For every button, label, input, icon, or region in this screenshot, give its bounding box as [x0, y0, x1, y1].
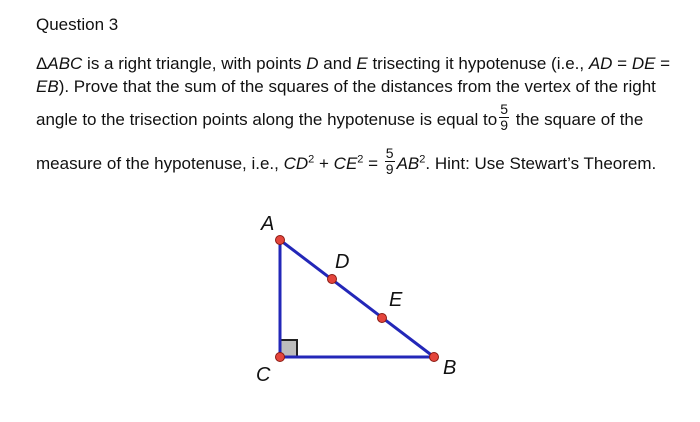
text-span: + — [314, 153, 334, 173]
label-c: C — [256, 364, 271, 386]
exponent: 2 — [308, 153, 315, 166]
label-e: E — [389, 289, 403, 311]
segment-eb-ref: EB — [36, 77, 59, 96]
fraction-denominator: 9 — [385, 161, 394, 177]
text-span: = — [655, 54, 671, 73]
text-span: is a right triangle, with points — [82, 54, 307, 73]
text-span: = — [612, 54, 632, 73]
text-span: measure of the hypotenuse, i.e., — [36, 153, 284, 173]
text-span: ). Prove that the sum of the squares of the distances from the vertex of the right — [58, 77, 656, 96]
delta-symbol: Δ — [36, 54, 48, 73]
segment-ad-ref: AD — [588, 54, 613, 73]
fraction-numerator: 5 — [385, 145, 394, 161]
point-d — [328, 275, 337, 284]
fraction-numerator: 5 — [500, 101, 509, 117]
text-span: angle to the trisection points along the hypotenuse is equal to — [36, 109, 498, 129]
segment-ab-ref: AB — [396, 153, 420, 173]
label-a: A — [261, 213, 275, 235]
text-span: the square of the — [511, 109, 644, 129]
fraction-denominator: 9 — [500, 117, 509, 133]
point-d-ref: D — [306, 54, 319, 73]
text-span: = — [363, 153, 383, 173]
point-e-ref: E — [356, 54, 368, 73]
hypotenuse-ab — [280, 240, 434, 357]
point-a — [276, 236, 285, 245]
point-e — [378, 314, 387, 323]
exponent: 2 — [357, 153, 364, 166]
text-span: and — [318, 54, 357, 73]
text-span: trisecting it hypotenuse (i.e., — [367, 54, 589, 73]
label-b: B — [443, 357, 457, 379]
point-c — [276, 353, 285, 362]
point-b — [430, 353, 439, 362]
label-d: D — [335, 251, 350, 273]
segment-cd-ref: CD — [283, 153, 309, 173]
triangle-name: ABC — [47, 54, 83, 73]
question-title: Question 3 — [36, 15, 119, 34]
exponent: 2 — [419, 153, 426, 166]
segment-ce-ref: CE — [333, 153, 358, 173]
text-span: . Hint: Use Stewart’s Theorem. — [425, 153, 657, 173]
segment-de-ref: DE — [631, 54, 656, 73]
